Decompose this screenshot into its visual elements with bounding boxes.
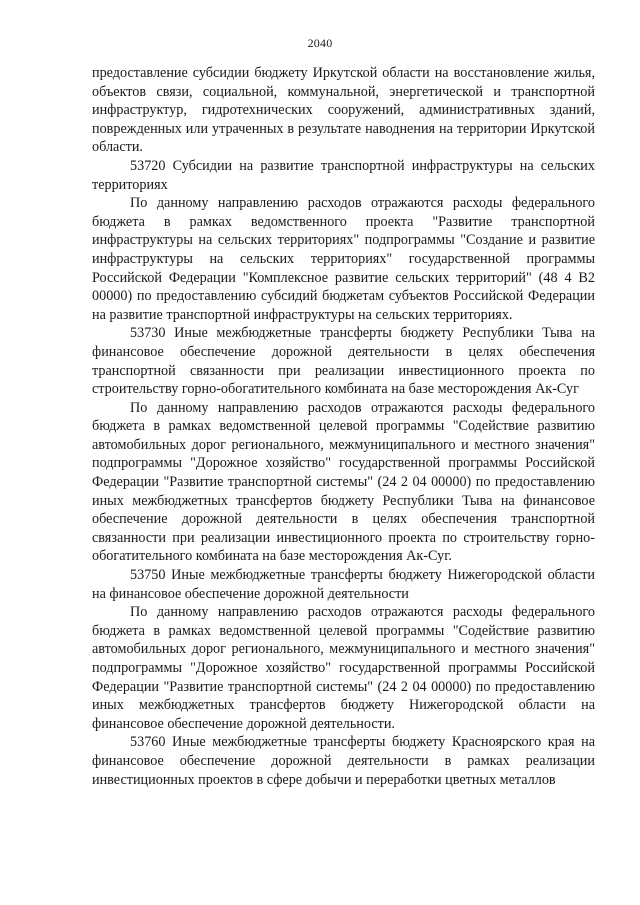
paragraph-53730-description: По данному направлению расходов отражаются расходы федерального бюджета в рамках ведомственной целевой программы "Содействие развитию автомобильных дорог регионального, межмуниципального и местного значения" подпрограммы "Дорожное хозяйство" государственной программы Российской Федерации "Развитие транспортной системы" (24 2 04 00000) по предоставлению иных межбюджетных трансфертов бюджету Республики Тыва на финансовое обеспечение дорожной деятельности в целях обеспечения транспортной связанности при реализации инвестиционного проекта по строительству горно-обогатительного комбината на базе месторождения Ак-Суг. [92,399,595,565]
heading-53730: 53730 Иные межбюджетные трансферты бюджету Республики Тыва на финансовое обеспечение дорожной деятельности в целях обеспечения транспортной связанности при реализации инвестиционного проекта по строительству горно-обогатительного комбината на базе месторождения Ак-Суг [92,325,595,398]
heading-53750: 53750 Иные межбюджетные трансферты бюджету Нижегородской области на финансовое обеспечение дорожной деятельности [92,567,595,602]
paragraph-53750-description: По данному направлению расходов отражаются расходы федерального бюджета в рамках ведомственной целевой программы "Содействие развитию автомобильных дорог регионального, межмуниципального и местного значения" подпрограммы "Дорожное хозяйство" государственной программы Российской Федерации "Развитие транспортной системы" (24 2 04 00000) по предоставлению иных межбюджетных трансфертов бюджету Нижегородской области на финансовое обеспечение дорожной деятельности. [92,604,595,732]
paragraph-continuation: предоставление субсидии бюджету Иркутской области на восстановление жилья, объектов связи, социальной, коммунальной, энергетической и транспортной инфраструктур, гидротехнических сооружений, административных зданий, поврежденных или утраченных в результате наводнения на территории Иркутской области. [92,65,595,156]
page-number: 2040 [307,36,333,50]
document-body [92,64,595,789]
heading-53760: 53760 Иные межбюджетные трансферты бюджету Красноярского края на финансовое обеспечение дорожной деятельности в рамках реализации инвестиционных проектов в сфере добычи и переработки цветных металлов [92,734,595,788]
heading-53720: 53720 Субсидии на развитие транспортной инфраструктуры на сельских территориях [92,157,595,193]
paragraph-53720-description: По данному направлению расходов отражаются расходы федерального бюджета в рамках ведомственного проекта "Развитие транспортной инфраструктуры на сельских территориях" подпрограммы "Создание и развитие инфраструктуры на сельских территориях" государственной программы Российской Федерации "Комплексное развитие сельских территорий" (48 4 В2 00000) по предоставлению субсидий бюджетам субъектов Российской Федерации на развитие транспортной инфраструктуры на сельских территориях. [92,195,595,323]
